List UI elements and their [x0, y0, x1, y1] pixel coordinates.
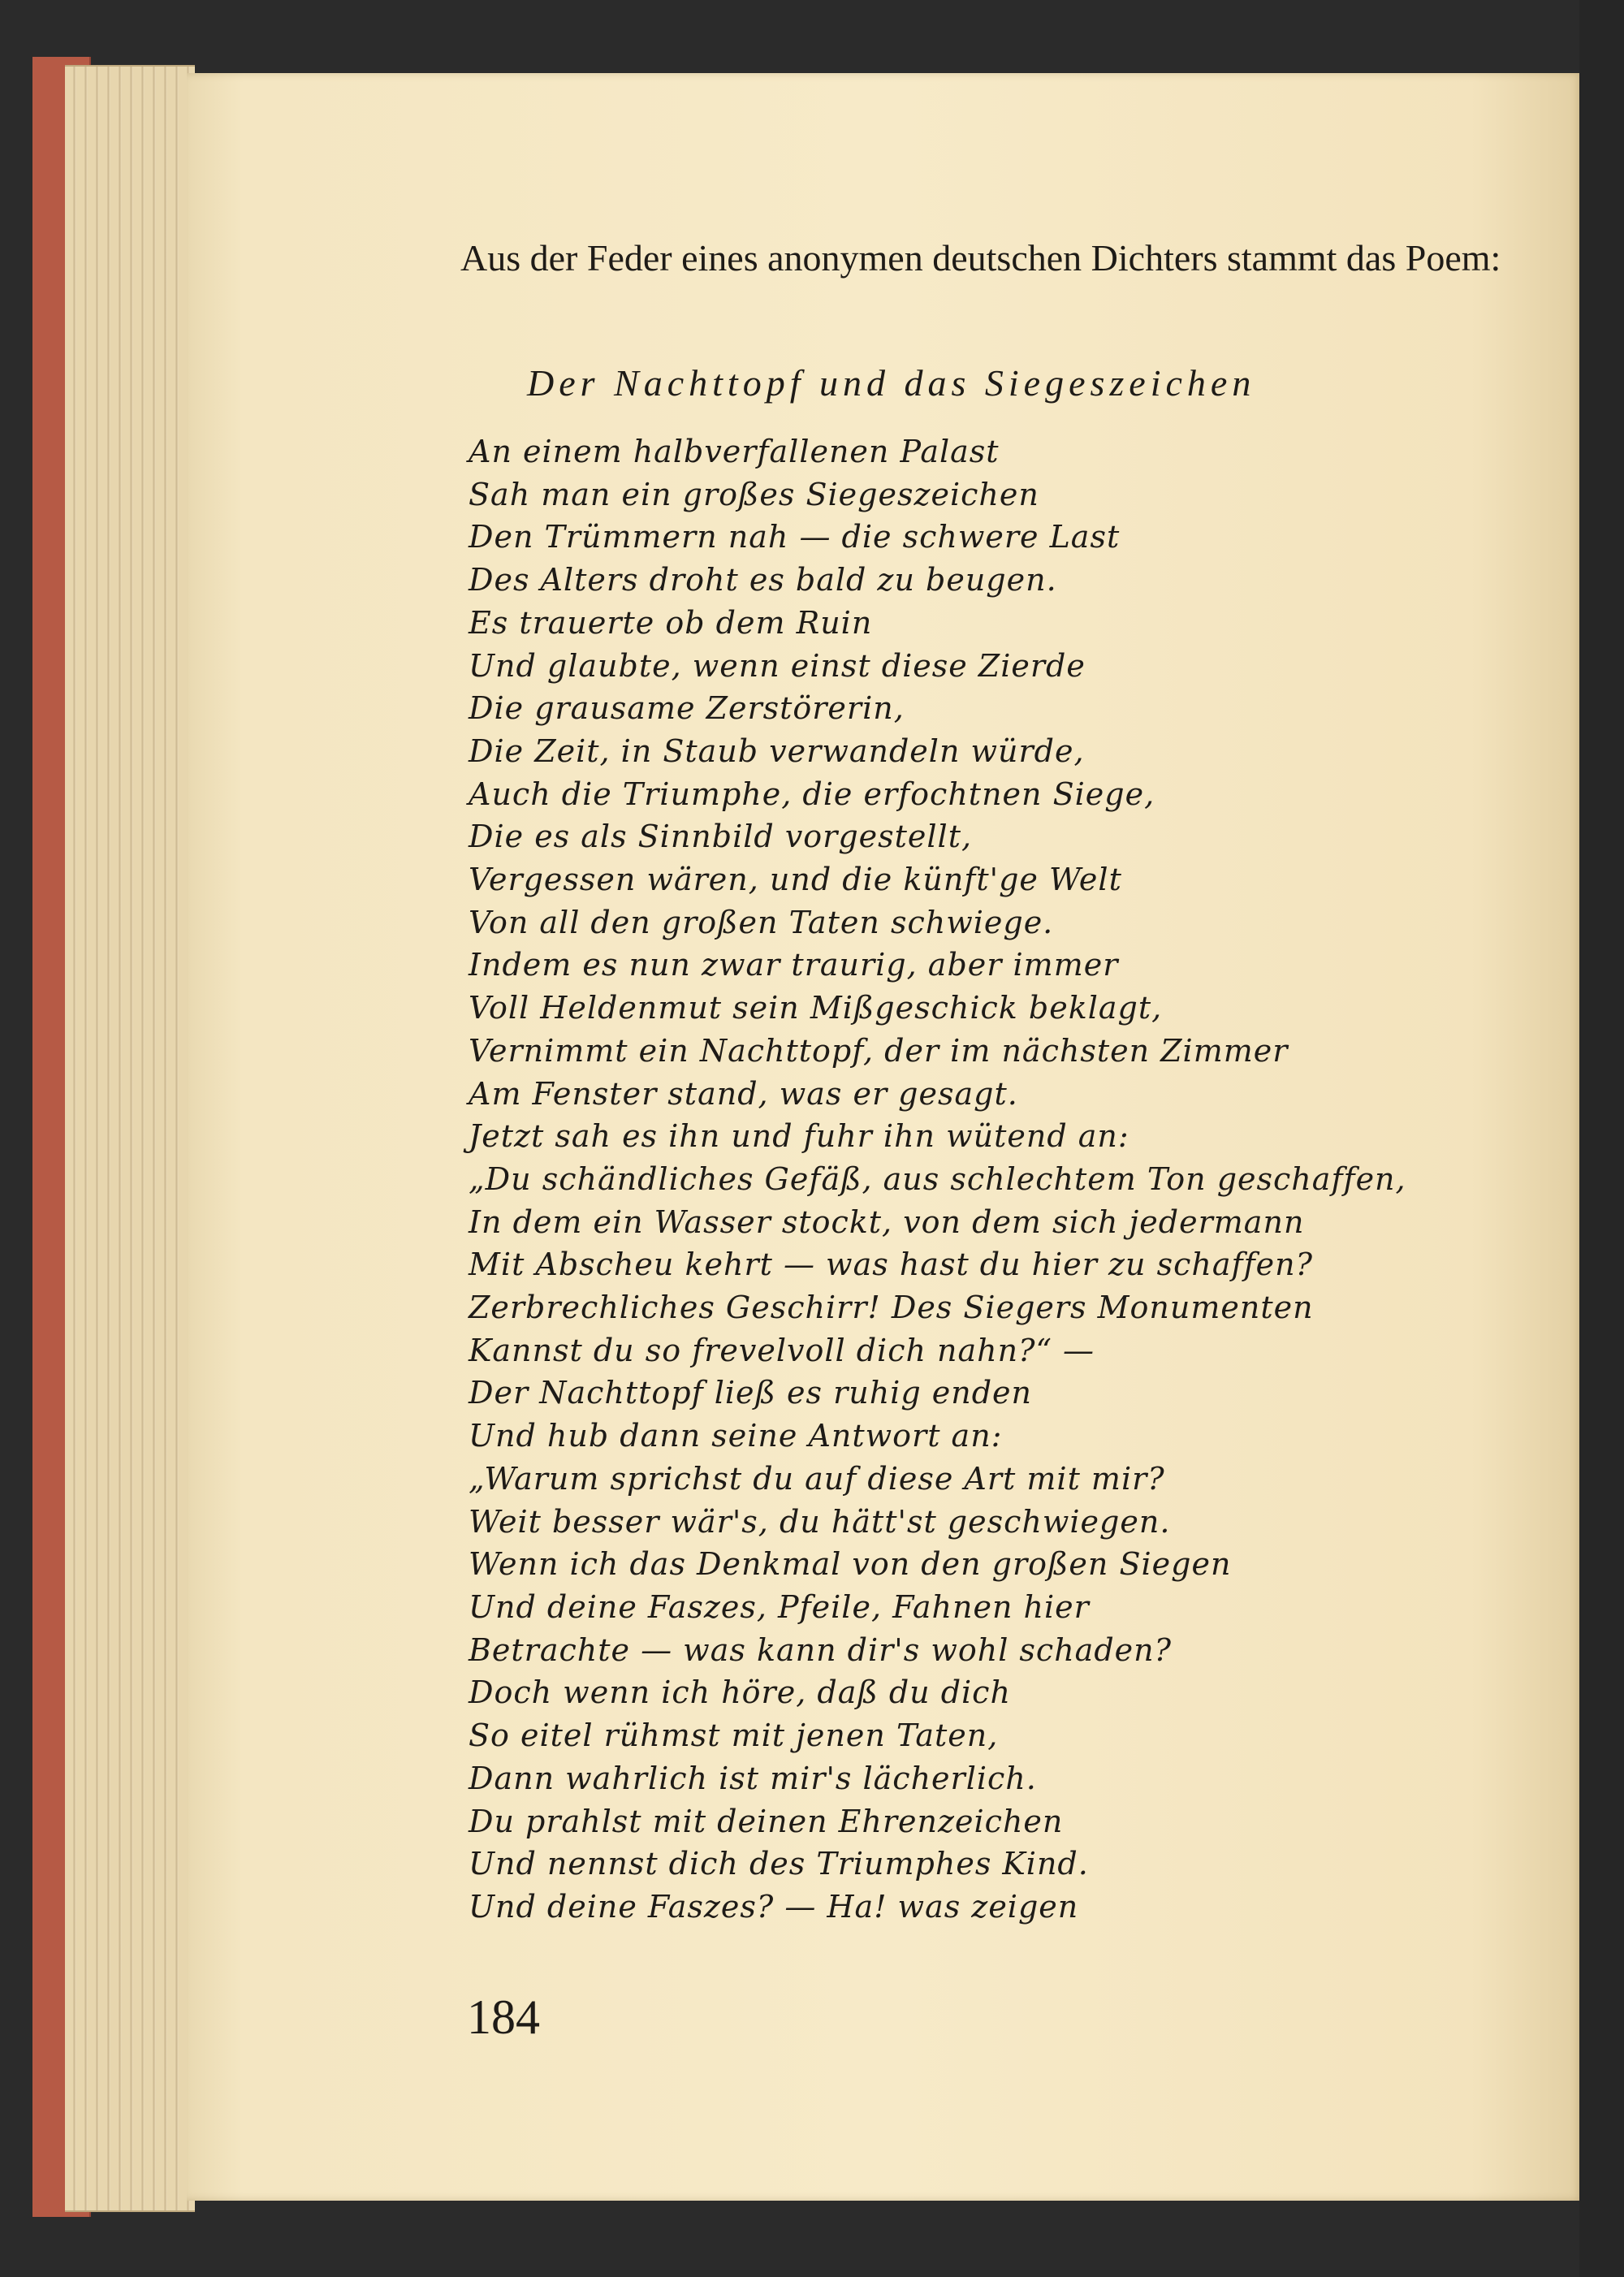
poem-line: In dem ein Wasser stockt, von dem sich jedermann [469, 1203, 1305, 1240]
poem-line: Auch die Triumphe, die erfochtnen Siege, [469, 776, 1155, 812]
poem-line: Am Fenster stand, was er gesagt. [469, 1075, 1018, 1112]
intro-paragraph: Aus der Feder eines anonymen deutschen Dichters stammt das Poem: [460, 237, 1501, 279]
poem-line: Wenn ich das Denkmal von den großen Siegen [469, 1546, 1232, 1583]
poem-line: Und nennst dich des Triumphes Kind. [469, 1846, 1089, 1882]
poem-line: Voll Heldenmut sein Mißgeschick beklagt, [469, 990, 1163, 1026]
poem-line: Vernimmt ein Nachttopf, der im nächsten Zimmer [469, 1032, 1289, 1069]
poem-line: Von all den großen Taten schwiege. [469, 904, 1054, 940]
poem-line: Die Zeit, in Staub verwandeln würde, [469, 732, 1085, 769]
poem-line: Und glaubte, wenn einst diese Zierde [469, 647, 1086, 684]
scan-background-strip [1579, 0, 1624, 2277]
poem-title: Der Nachttopf und das Siegeszeichen [527, 362, 1256, 404]
poem-line: Mit Abscheu kehrt — was hast du hier zu schaffen? [469, 1247, 1313, 1283]
poem-line: Die grausame Zerstörerin, [469, 690, 905, 727]
poem-line: Jetzt sah es ihn und fuhr ihn wütend an: [469, 1118, 1129, 1155]
poem-line: Indem es nun zwar traurig, aber immer [469, 947, 1119, 983]
poem-line: Weit besser wär's, du hätt'st geschwiegen. [469, 1503, 1171, 1540]
poem-line: „Du schändliches Gefäß, aus schlechtem Ton geschaffen, [469, 1160, 1406, 1197]
poem-line: Kannst du so frevelvoll dich nahn?“ — [469, 1332, 1095, 1368]
page-edges [65, 65, 195, 2212]
poem-line: Der Nachttopf ließ es ruhig enden [469, 1375, 1032, 1411]
poem-line: So eitel rühmst mit jenen Taten, [469, 1717, 999, 1754]
poem-line: Es trauerte ob dem Ruin [469, 604, 873, 641]
poem-line: Betrachte — was kann dir's wohl schaden? [469, 1631, 1172, 1668]
poem-line: Vergessen wären, und die künft'ge Welt [469, 862, 1122, 898]
poem-line: Die es als Sinnbild vorgestellt, [469, 819, 973, 855]
poem-line: Den Trümmern nah — die schwere Last [469, 519, 1121, 555]
poem-line: Doch wenn ich höre, daß du dich [469, 1674, 1011, 1711]
page-text [460, 231, 1540, 1925]
poem-line: Und hub dann seine Antwort an: [469, 1418, 1003, 1454]
poem-line: „Warum sprichst du auf diese Art mit mir? [469, 1460, 1165, 1497]
page-number: 184 [467, 1990, 540, 2044]
poem-line: Dann wahrlich ist mir's lächerlich. [469, 1760, 1037, 1796]
poem-lines [469, 430, 1406, 1929]
poem-line: Des Alters droht es bald zu beugen. [469, 562, 1057, 598]
poem-line: Zerbrechliches Geschirr! Des Siegers Monumenten [469, 1290, 1314, 1326]
poem-line: Sah man ein großes Siegeszeichen [469, 476, 1039, 512]
poem-line: Und deine Faszes? — Ha! was zeigen [469, 1888, 1079, 1925]
poem-line: An einem halbverfallenen Palast [469, 434, 1000, 469]
poem-line: Und deine Faszes, Pfeile, Fahnen hier [469, 1588, 1090, 1625]
poem-line: Du prahlst mit deinen Ehrenzeichen [469, 1803, 1064, 1839]
